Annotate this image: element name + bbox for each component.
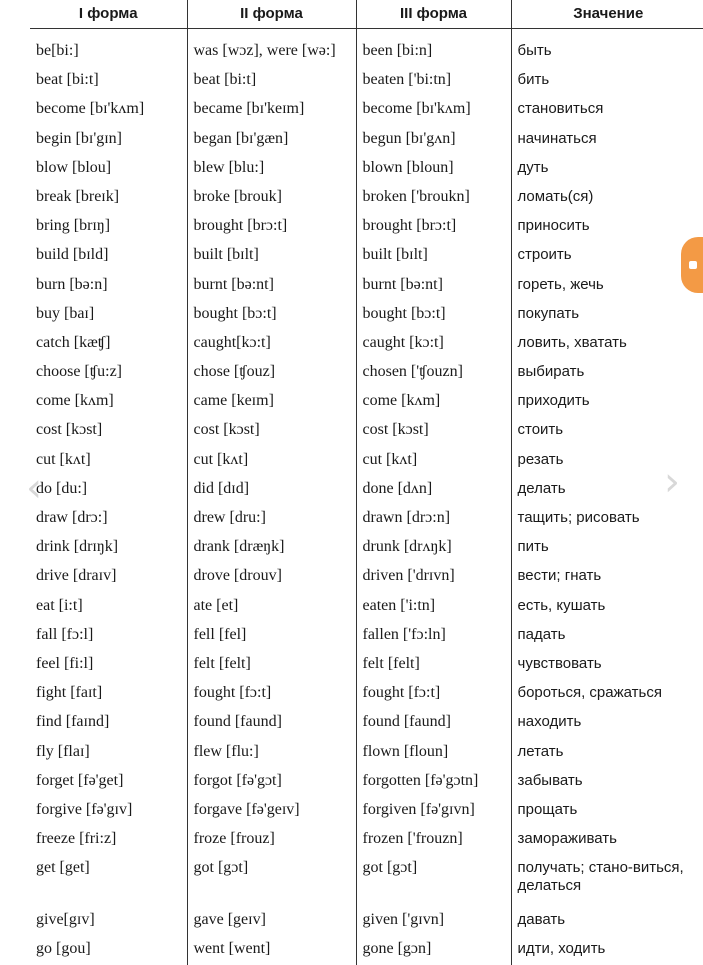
verb-form-2: drank [dræŋk] [187, 535, 356, 564]
table-row [30, 535, 703, 564]
verb-form-3: done [dʌn] [356, 477, 511, 506]
verb-form-3: beaten ['bi:tn] [356, 68, 511, 97]
verb-meaning: покупать [517, 304, 580, 322]
verb-form-1: forget [fə'get] [30, 769, 187, 798]
verb-meaning: ломать(ся) [517, 187, 594, 205]
chevron-left-icon[interactable]: ‹ [26, 465, 42, 511]
verb-form-3: forgotten [fə'gɔtn] [356, 769, 511, 798]
verb-meaning: приносить [517, 217, 590, 235]
table-row [30, 389, 703, 418]
verb-form-1: fall [fɔ:l] [30, 623, 187, 652]
verb-form-3: brought [brɔ:t] [356, 214, 511, 243]
verb-form-3: eaten ['i:tn] [356, 594, 511, 623]
verb-form-3: built [bɪlt] [356, 243, 511, 272]
verb-meaning: стоить [517, 421, 564, 439]
verb-form-1: come [kʌm] [30, 389, 187, 418]
verb-form-3: broken ['broukn] [356, 185, 511, 214]
verb-form-1: build [bɪld] [30, 243, 187, 272]
chevron-right-icon[interactable]: › [664, 459, 680, 505]
verb-form-1: find [faɪnd] [30, 710, 187, 739]
verb-form-1: become [bɪ'kʌm] [30, 97, 187, 126]
verb-form-3: flown [floun] [356, 740, 511, 769]
verb-form-3: cost [kɔst] [356, 418, 511, 447]
verb-form-1: buy [baɪ] [30, 302, 187, 331]
verb-form-2: felt [felt] [187, 652, 356, 681]
table-row [30, 798, 703, 827]
table-row [30, 97, 703, 126]
verb-form-2: became [bɪ'keɪm] [187, 97, 356, 126]
table-row [30, 937, 703, 965]
verb-form-1: break [breɪk] [30, 185, 187, 214]
verb-form-1: give[gɪv] [30, 908, 187, 937]
table-row [30, 185, 703, 214]
table-header-row [30, 0, 703, 29]
verb-form-2: gave [geɪv] [187, 908, 356, 937]
verb-meaning: чувствовать [517, 654, 602, 672]
verb-meaning: становиться [517, 100, 604, 118]
verb-meaning: есть, кушать [517, 596, 606, 614]
verb-form-1: choose [ʧu:z] [30, 360, 187, 389]
verb-form-3: given ['gɪvn] [356, 908, 511, 937]
verb-meaning: падать [517, 625, 566, 643]
verb-meaning: бить [517, 71, 550, 89]
verb-form-2: found [faund] [187, 710, 356, 739]
table-spacer [30, 29, 703, 40]
verb-meaning: летать [517, 742, 564, 760]
table-row [30, 273, 703, 302]
table-row [30, 908, 703, 937]
table-row [30, 594, 703, 623]
table-row [30, 827, 703, 856]
verb-form-2: beat [bi:t] [187, 68, 356, 97]
verb-form-3: bought [bɔ:t] [356, 302, 511, 331]
verb-meaning: замораживать [517, 830, 617, 848]
verb-form-1: be[bi:] [30, 39, 187, 68]
irregular-verbs-table [30, 0, 703, 965]
verb-form-3: burnt [bə:nt] [356, 273, 511, 302]
verb-form-3: got [gɔt] [356, 856, 511, 908]
verb-meaning: строить [517, 246, 572, 264]
verb-meaning: забывать [517, 771, 583, 789]
verb-form-1: fight [faɪt] [30, 681, 187, 710]
table-row [30, 448, 703, 477]
table-body [30, 29, 703, 965]
table-row [30, 506, 703, 535]
verb-form-2: brought [brɔ:t] [187, 214, 356, 243]
verb-form-1: get [get] [30, 856, 187, 908]
verb-meaning: гореть, жечь [517, 275, 604, 293]
share-tab-icon[interactable] [681, 237, 703, 293]
verb-form-3: frozen ['frouzn] [356, 827, 511, 856]
table-row [30, 769, 703, 798]
verb-meaning: дуть [517, 158, 549, 176]
verb-form-1: beat [bi:t] [30, 68, 187, 97]
verb-form-3: blown [bloun] [356, 156, 511, 185]
verb-form-1: freeze [fri:z] [30, 827, 187, 856]
verb-form-2: went [went] [187, 937, 356, 965]
verb-form-1: drink [drɪŋk] [30, 535, 187, 564]
verb-meaning: вести; гнать [517, 567, 602, 585]
verb-form-3: drawn [drɔ:n] [356, 506, 511, 535]
verb-form-2: caught[kɔ:t] [187, 331, 356, 360]
verb-form-2: began [bɪ'gæn] [187, 127, 356, 156]
verb-form-2: was [wɔz], were [wə:] [187, 39, 356, 68]
verb-form-2: got [gɔt] [187, 856, 356, 908]
verb-form-1: catch [kæʧ] [30, 331, 187, 360]
verb-form-1: burn [bə:n] [30, 273, 187, 302]
verb-form-3: gone [gɔn] [356, 937, 511, 965]
table-row [30, 243, 703, 272]
verb-meaning: прощать [517, 800, 578, 818]
verb-form-1: feel [fi:l] [30, 652, 187, 681]
table-row [30, 39, 703, 68]
verb-meaning: быть [517, 42, 552, 59]
verb-form-2: cut [kʌt] [187, 448, 356, 477]
table-row [30, 623, 703, 652]
verb-form-2: froze [frouz] [187, 827, 356, 856]
verb-meaning: идти, ходить [517, 940, 606, 958]
verb-form-2: forgave [fə'geɪv] [187, 798, 356, 827]
table-row [30, 740, 703, 769]
table-row [30, 302, 703, 331]
verb-form-1: do [du:] [30, 477, 187, 506]
verb-meaning: приходить [517, 392, 590, 410]
table-row [30, 681, 703, 710]
verb-meaning: находить [517, 713, 582, 731]
verb-form-3: caught [kɔ:t] [356, 331, 511, 360]
verb-form-3: found [faund] [356, 710, 511, 739]
verb-form-2: fought [fɔ:t] [187, 681, 356, 710]
table-row [30, 156, 703, 185]
verb-form-2: came [keɪm] [187, 389, 356, 418]
header-meaning: Значение [511, 0, 703, 29]
header-form-2: II форма [187, 0, 356, 29]
table-row [30, 564, 703, 593]
table-row [30, 68, 703, 97]
verb-form-2: cost [kɔst] [187, 418, 356, 447]
verb-form-1: eat [i:t] [30, 594, 187, 623]
verb-meaning: тащить; рисовать [517, 509, 640, 526]
verb-meaning: выбирать [517, 363, 585, 381]
verb-form-3: come [kʌm] [356, 389, 511, 418]
verb-form-2: broke [brouk] [187, 185, 356, 214]
verb-form-2: flew [flu:] [187, 740, 356, 769]
verb-form-1: bring [brɪŋ] [30, 214, 187, 243]
table-row [30, 360, 703, 389]
verb-meaning: делать [517, 479, 566, 497]
verb-form-1: drive [draɪv] [30, 564, 187, 593]
table-row [30, 477, 703, 506]
verb-form-3: become [bɪ'kʌm] [356, 97, 511, 126]
verb-form-3: begun [bɪ'gʌn] [356, 127, 511, 156]
verb-form-1: blow [blou] [30, 156, 187, 185]
header-form-1: I форма [30, 0, 187, 29]
verb-meaning: получать; стано-виться, делаться [517, 859, 684, 895]
verb-form-3: forgiven [fə'gɪvn] [356, 798, 511, 827]
table-row [30, 127, 703, 156]
verb-form-3: felt [felt] [356, 652, 511, 681]
table-row [30, 214, 703, 243]
verb-form-2: fell [fel] [187, 623, 356, 652]
verb-form-1: fly [flaɪ] [30, 740, 187, 769]
verb-form-3: been [bi:n] [356, 39, 511, 68]
verb-meaning: ловить, хватать [517, 333, 627, 351]
table-row [30, 856, 703, 908]
verb-form-1: draw [drɔ:] [30, 506, 187, 535]
table-row [30, 331, 703, 360]
verb-form-2: bought [bɔ:t] [187, 302, 356, 331]
verb-form-2: drove [drouv] [187, 564, 356, 593]
verb-form-2: did [dɪd] [187, 477, 356, 506]
verb-form-2: ate [et] [187, 594, 356, 623]
verb-meaning: начинаться [517, 129, 597, 147]
verb-form-1: begin [bɪ'gɪn] [30, 127, 187, 156]
verb-form-2: built [bɪlt] [187, 243, 356, 272]
verb-form-2: forgot [fə'gɔt] [187, 769, 356, 798]
verb-form-1: cut [kʌt] [30, 448, 187, 477]
verb-form-3: drunk [drʌŋk] [356, 535, 511, 564]
verb-meaning: давать [517, 911, 566, 929]
verb-form-3: chosen ['ʧouzn] [356, 360, 511, 389]
header-form-3: III форма [356, 0, 511, 29]
verb-form-2: blew [blu:] [187, 156, 356, 185]
table-row [30, 710, 703, 739]
verb-form-1: forgive [fə'gɪv] [30, 798, 187, 827]
verb-form-3: driven ['drɪvn] [356, 564, 511, 593]
verb-form-2: drew [dru:] [187, 506, 356, 535]
verb-meaning: пить [517, 538, 549, 556]
verb-form-3: fought [fɔ:t] [356, 681, 511, 710]
verb-meaning: бороться, сражаться [517, 684, 662, 702]
verb-form-1: go [gou] [30, 937, 187, 965]
verb-form-3: fallen ['fɔ:ln] [356, 623, 511, 652]
verb-form-1: cost [kɔst] [30, 418, 187, 447]
table-row [30, 418, 703, 447]
table-row [30, 652, 703, 681]
verb-form-3: cut [kʌt] [356, 448, 511, 477]
document-page [30, 0, 703, 965]
verb-meaning: резать [517, 450, 564, 468]
verb-form-2: chose [ʧouz] [187, 360, 356, 389]
verb-form-2: burnt [bə:nt] [187, 273, 356, 302]
